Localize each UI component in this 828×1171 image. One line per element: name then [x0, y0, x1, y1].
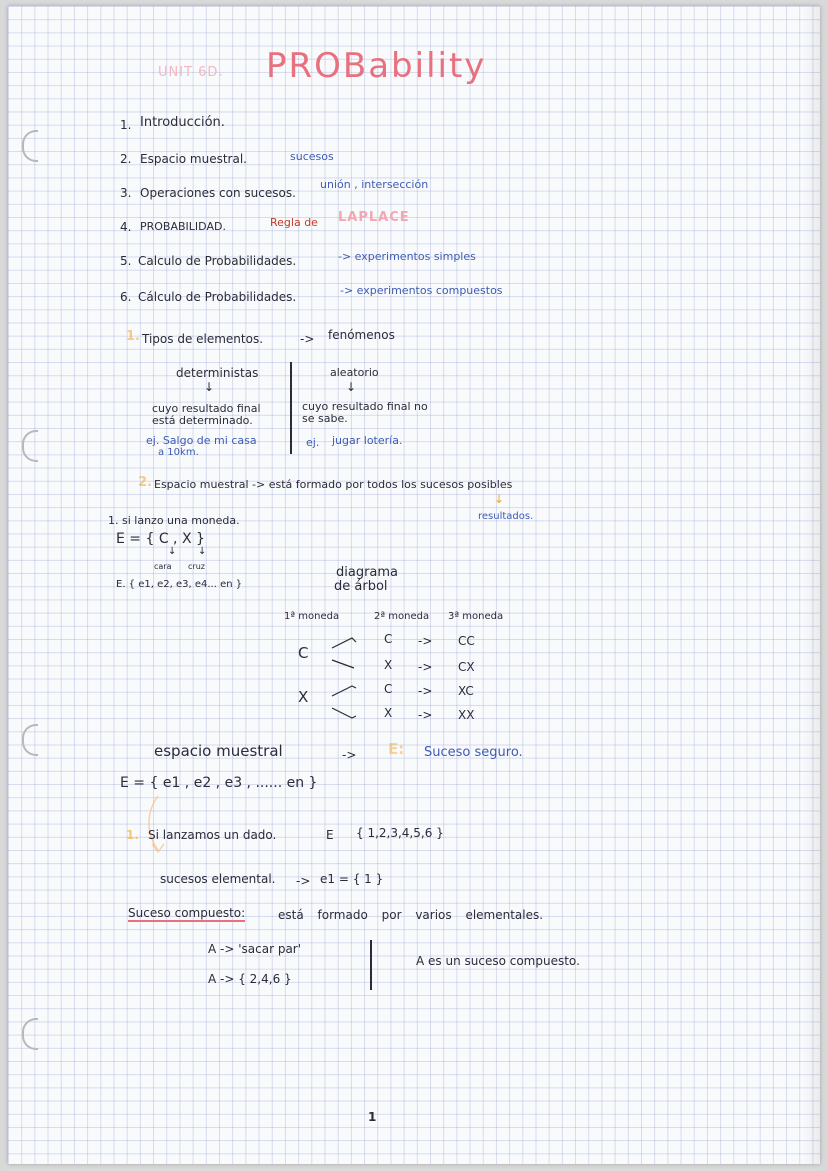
laplace-text: LAPLACE: [338, 210, 410, 225]
tree-result: CC: [458, 634, 475, 648]
arrow-text: ->: [418, 634, 433, 648]
down-arrow-icon: ↓: [204, 380, 215, 394]
cruz-label: cruz: [188, 562, 205, 571]
compuesto-a1: A -> 'sacar par': [208, 942, 302, 956]
suceso-seguro: Suceso seguro.: [424, 745, 523, 760]
down-arrow-icon: ↓: [346, 380, 357, 394]
index-text: Introducción.: [140, 115, 225, 130]
example-E: E: [326, 828, 334, 842]
compuesto-title: Suceso compuesto:: [128, 906, 246, 920]
tree-branches: [328, 628, 368, 728]
example-num: 1.: [126, 828, 139, 842]
tree-result: CX: [458, 660, 475, 674]
example-set: E = { C , X }: [116, 531, 205, 547]
tree-leaf: X: [384, 706, 393, 720]
index-text: PROBABILIDAD.: [140, 220, 226, 233]
elemental-text: sucesos elemental.: [160, 872, 276, 886]
deterministas-head: deterministas: [176, 366, 259, 380]
notebook-page: [8, 6, 820, 1164]
tree-col-header: 3ª moneda: [448, 611, 504, 622]
aleatorio-example-label: ej.: [306, 436, 320, 449]
aleatorio-desc: se sabe.: [302, 412, 348, 425]
index-num: 6.: [120, 290, 132, 304]
binder-ring-icon: [22, 130, 38, 162]
tree-col-header: 1ª moneda: [284, 611, 340, 622]
tree-col-header: 2ª moneda: [374, 611, 430, 622]
column-divider: [290, 362, 292, 454]
arrow-text: ->: [342, 748, 357, 762]
example-text: Si lanzamos un dado.: [148, 828, 277, 842]
down-arrow-icon: ↓: [198, 546, 207, 557]
compuesto-def: está formado por varios elementales.: [278, 908, 544, 922]
tree-result: XX: [458, 708, 475, 722]
section-title: Tipos de elementos.: [142, 332, 264, 346]
index-num: 1.: [120, 118, 132, 132]
arrow-text: ->: [296, 874, 311, 888]
example-title: 1. si lanzo una moneda.: [108, 514, 240, 527]
index-num: 4.: [120, 220, 132, 234]
section-note: fenómenos: [328, 328, 395, 342]
page-number: 1: [368, 1110, 377, 1124]
elemental-set: e1 = { 1 }: [320, 872, 384, 886]
compuesto-a2: A -> { 2,4,6 }: [208, 972, 292, 986]
E-label: E:: [388, 740, 405, 758]
index-note: -> experimentos simples: [338, 250, 476, 263]
aleatorio-example: jugar lotería.: [332, 434, 403, 447]
arrow-text: ->: [418, 660, 433, 674]
page-title: PROBability: [266, 46, 487, 86]
section-num: 2.: [138, 475, 152, 490]
arrow-text: ->: [418, 684, 433, 698]
binder-ring-icon: [22, 430, 38, 462]
tree-leaf: X: [384, 658, 393, 672]
index-text: Calculo de Probabilidades.: [138, 254, 297, 268]
compuesto-conclusion: A es un suceso compuesto.: [416, 954, 580, 968]
down-arrow-icon: ↓: [494, 492, 505, 506]
deterministas-desc: está determinado.: [152, 414, 253, 427]
example-set: { 1,2,3,4,5,6 }: [356, 826, 444, 840]
tree-title: diagrama: [336, 565, 399, 580]
tree-node-c: C: [298, 644, 309, 662]
index-text: Cálculo de Probabilidades.: [138, 290, 297, 304]
section-line: Espacio muestral -> está formado por todos los sucesos posibles: [154, 478, 513, 491]
tree-title: de árbol: [334, 579, 388, 594]
down-arrow-icon: ↓: [168, 546, 177, 557]
index-num: 2.: [120, 152, 132, 166]
index-text: Espacio muestral.: [140, 152, 247, 166]
unit-label: UNIT 6D.: [158, 65, 224, 80]
tree-node-x: X: [298, 688, 309, 706]
tree-leaf: C: [384, 632, 393, 646]
compuesto-divider: [370, 940, 372, 990]
em-set: E = { e1 , e2 , e3 , ...... en }: [120, 775, 318, 791]
cara-label: cara: [154, 562, 172, 571]
section-num: 1.: [126, 329, 140, 344]
aleatorio-head: aleatorio: [330, 366, 379, 379]
binder-ring-icon: [22, 724, 38, 756]
section-note: resultados.: [478, 511, 534, 522]
binder-ring-icon: [22, 1018, 38, 1050]
tree-result: XC: [458, 684, 474, 698]
deterministas-example: ej. Salgo de mi casa: [146, 434, 257, 447]
general-set: E. { e1, e2, e3, e4... en }: [116, 579, 243, 590]
index-text: Operaciones con sucesos.: [140, 186, 296, 200]
deterministas-example: a 10km.: [158, 447, 199, 458]
index-note: Regla de: [270, 216, 318, 229]
arrow-text: ->: [418, 708, 433, 722]
index-note: -> experimentos compuestos: [340, 284, 503, 297]
tree-leaf: C: [384, 682, 393, 696]
deterministas-desc: cuyo resultado final: [152, 402, 261, 415]
page-edge-shadow: [802, 6, 820, 1164]
index-num: 5.: [120, 254, 132, 268]
arrow-text: ->: [300, 332, 315, 346]
index-note: unión , intersección: [320, 178, 429, 191]
index-num: 3.: [120, 186, 132, 200]
em-title: espacio muestral: [154, 742, 283, 760]
index-note: sucesos: [290, 150, 334, 163]
aleatorio-desc: cuyo resultado final no: [302, 400, 428, 413]
